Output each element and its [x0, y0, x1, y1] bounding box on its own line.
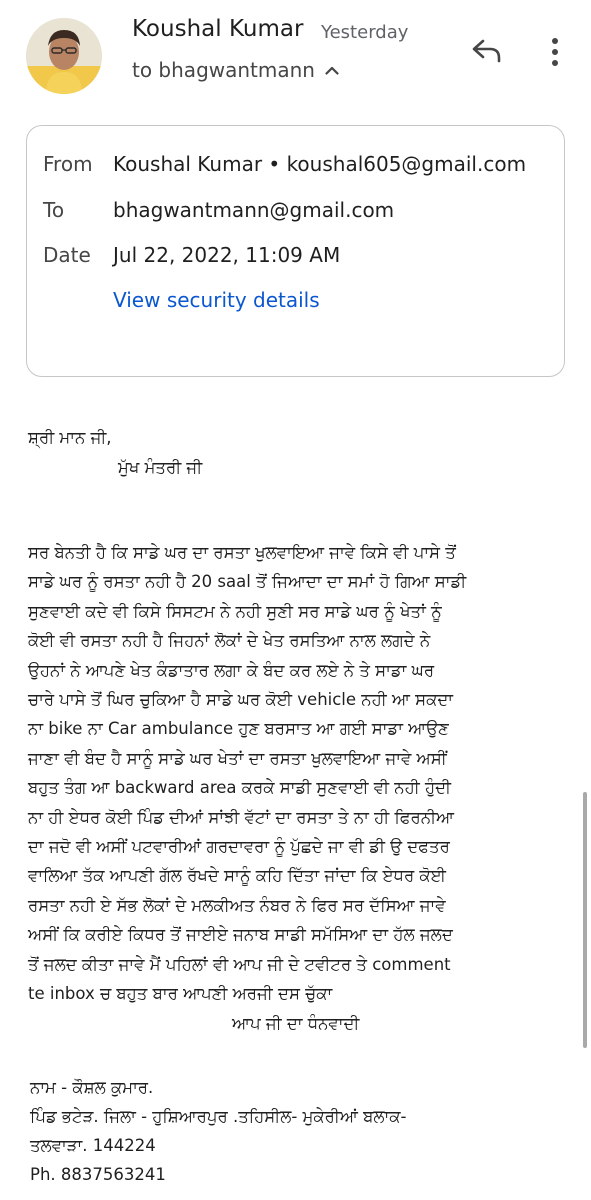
from-label: From	[43, 152, 93, 176]
recipient-summary: to bhagwantmann	[132, 58, 315, 82]
scrollbar-thumb[interactable]	[583, 792, 587, 1048]
paragraph-line: ਚਾਰੇ ਪਾਸੇ ਤੋਂ ਘਿਰ ਚੁਕਿਆ ਹੈ ਸਾਡੇ ਘਰ ਕੋਈ vehicle ਨਹੀ ਆ ਸਕਦਾ	[28, 690, 454, 710]
avatar-photo	[26, 18, 102, 94]
message-header	[0, 0, 591, 100]
closing-line: ਆਪ ਜੀ ਦਾ ਧੰਨਵਾਦੀ	[232, 1014, 360, 1033]
sender-avatar[interactable]	[26, 18, 102, 94]
paragraph-line: ਤੋਂ ਜਲਦ ਕੀਤਾ ਜਾਵੇ ਮੈਂ ਪਹਿਲਾਂ ਵੀ ਆਪ ਜੀ ਦੇ ਟਵੀਟਰ ਤੇ comment	[28, 954, 451, 974]
addressee: ਮੁੱਖ ਮੰਤਰੀ ਜੀ	[118, 458, 203, 477]
paragraph-line: ਅਸੀਂ ਕਿ ਕਰੀਏ ਕਿਧਰ ਤੋਂ ਜਾਈਏ ਜਨਾਬ ਸਾਡੀ ਸਮੱਸਿਆ ਦਾ ਹੱਲ ਜਲਦ	[28, 925, 453, 945]
salutation: ਸ਼੍ਰੀ ਮਾਨ ਜੀ,	[28, 428, 112, 447]
paragraph-line: te inbox ਚ ਬਹੁਤ ਬਾਰ ਆਪਣੀ ਅਰਜੀ ਦਸ ਚੁੱਕਾ	[28, 984, 333, 1004]
paragraph-line: ਦਾ ਜਦੋ ਵੀ ਅਸੀਂ ਪਟਵਾਰੀਆਂ ਗਰਦਾਵਰਾ ਨੂੰ ਪੁੱਛਦੇ ਜਾ ਵੀ ਡੀ ਉ ਦਫਤਰ	[28, 837, 450, 857]
paragraph-line: ਸਰ ਬੇਨਤੀ ਹੈ ਕਿ ਸਾਡੇ ਘਰ ਦਾ ਰਸਤਾ ਖੁਲਵਾਇਆ ਜਾਵੇ ਕਿਸੇ ਵੀ ਪਾਸੇ ਤੋਂ	[28, 543, 456, 562]
paragraph-line: ਬਹੁਤ ਤੰਗ ਆ backward area ਕਰਕੇ ਸਾਡੀ ਸੁਣਵਾਈ ਵੀ ਨਹੀ ਹੁੰਦੀ	[28, 778, 451, 798]
paragraph-line: ਸਾਡੇ ਘਰ ਨੂੰ ਰਸਤਾ ਨਹੀ ਹੈ 20 saal ਤੋਂ ਜਿਆਦਾ ਦਾ ਸਮਾਂ ਹੋ ਗਿਆ ਸਾਡੀ	[28, 572, 467, 592]
date-label: Date	[43, 243, 91, 267]
paragraph-line: ਸੁਣਵਾਈ ਕਦੇ ਵੀ ਕਿਸੇ ਸਿਸਟਮ ਨੇ ਨਹੀ ਸੁਣੀ ਸਰ ਸਾਡੇ ਘਰ ਨੂੰ ਖੇਤਾਂ ਨੂੰ	[28, 601, 442, 621]
sender-name[interactable]: Koushal Kumar	[132, 16, 304, 42]
paragraph-line: ਨਾ bike ਨਾ Car ambulance ਹੁਣ ਬਰਸਾਤ ਆ ਗਈ ਸਾਡਾ ਆਉਣ	[28, 719, 449, 739]
to-label: To	[43, 198, 65, 222]
reply-button[interactable]	[468, 34, 506, 68]
date-value: Jul 22, 2022, 11:09 AM	[113, 243, 341, 267]
signature-address: ਪਿੰਡ ਭਟੇੜ. ਜਿਲਾ - ਹੁਸ਼ਿਆਰਪੁਰ .ਤਹਿਸੀਲ- ਮੁਕੇਰੀਆਂ ਬਲਾਕ-	[30, 1107, 407, 1126]
paragraph-line: ਉਹਨਾਂ ਨੇ ਆਪਣੇ ਖੇਤ ਕੰਡਾਤਾਰ ਲਗਾ ਕੇ ਬੰਦ ਕਰ ਲਏ ਨੇ ਤੇ ਸਾਡਾ ਘਰ	[28, 660, 435, 680]
more-options-button[interactable]	[540, 32, 570, 72]
to-value: bhagwantmann@gmail.com	[113, 198, 395, 222]
message-details-card	[26, 125, 565, 377]
from-value: Koushal Kumar • koushal605@gmail.com	[113, 152, 527, 176]
more-vert-icon	[551, 36, 559, 68]
reply-icon	[471, 38, 503, 64]
view-security-details-link[interactable]: View security details	[113, 288, 320, 312]
paragraph-line: ਨਾ ਹੀ ਏਧਰ ਕੋਈ ਪਿੰਡ ਦੀਆਂ ਸਾਂਝੀ ਵੱਟਾਂ ਦਾ ਰਸਤਾ ਤੇ ਨਾ ਹੀ ਫਿਰਨੀਆ	[28, 807, 455, 827]
message-paragraph	[28, 538, 568, 1009]
signature-phone[interactable]: Ph. 8837563241	[30, 1165, 166, 1184]
paragraph-line: ਰਸਤਾ ਨਹੀ ਏ ਸੱਭ ਲੋਕਾਂ ਦੇ ਮਲਕੀਅਤ ਨੰਬਰ ਨੇ ਫਿਰ ਸਰ ਦੱਸਿਆ ਜਾਵੇ	[28, 895, 446, 915]
paragraph-line: ਕੋਈ ਵੀ ਰਸਤਾ ਨਹੀ ਹੈ ਜਿਹਨਾਂ ਲੋਕਾਂ ਦੇ ਖੇਤ ਰਸਤਿਆ ਨਾਲ ਲਗਦੇ ਨੇ	[28, 631, 431, 651]
chevron-up-icon	[325, 65, 339, 75]
paragraph-line: ਜਾਣਾ ਵੀ ਬੰਦ ਹੈ ਸਾਨੂੰ ਸਾਡੇ ਘਰ ਖੇਤਾਂ ਦਾ ਰਸਤਾ ਖੁਲਵਾਇਆ ਜਾਵੇ ਅਸੀਂ	[28, 748, 447, 768]
signature-block	[30, 1073, 570, 1189]
sent-time: Yesterday	[321, 22, 409, 43]
recipient-toggle[interactable]	[132, 57, 339, 83]
paragraph-line: ਵਾਲਿਆ ਤੱਕ ਆਪਣੀ ਗੱਲ ਰੱਖਦੇ ਸਾਨੂੰ ਕਹਿ ਦਿੱਤਾ ਜਾਂਦਾ ਕਿ ਏਧਰ ਕੋਈ	[28, 866, 446, 886]
signature-address-cont: ਤਲਵਾੜਾ. 144224	[30, 1136, 156, 1155]
signature-name: ਨਾਮ - ਕੌਸ਼ਲ ਕੁਮਾਰ.	[30, 1078, 154, 1097]
